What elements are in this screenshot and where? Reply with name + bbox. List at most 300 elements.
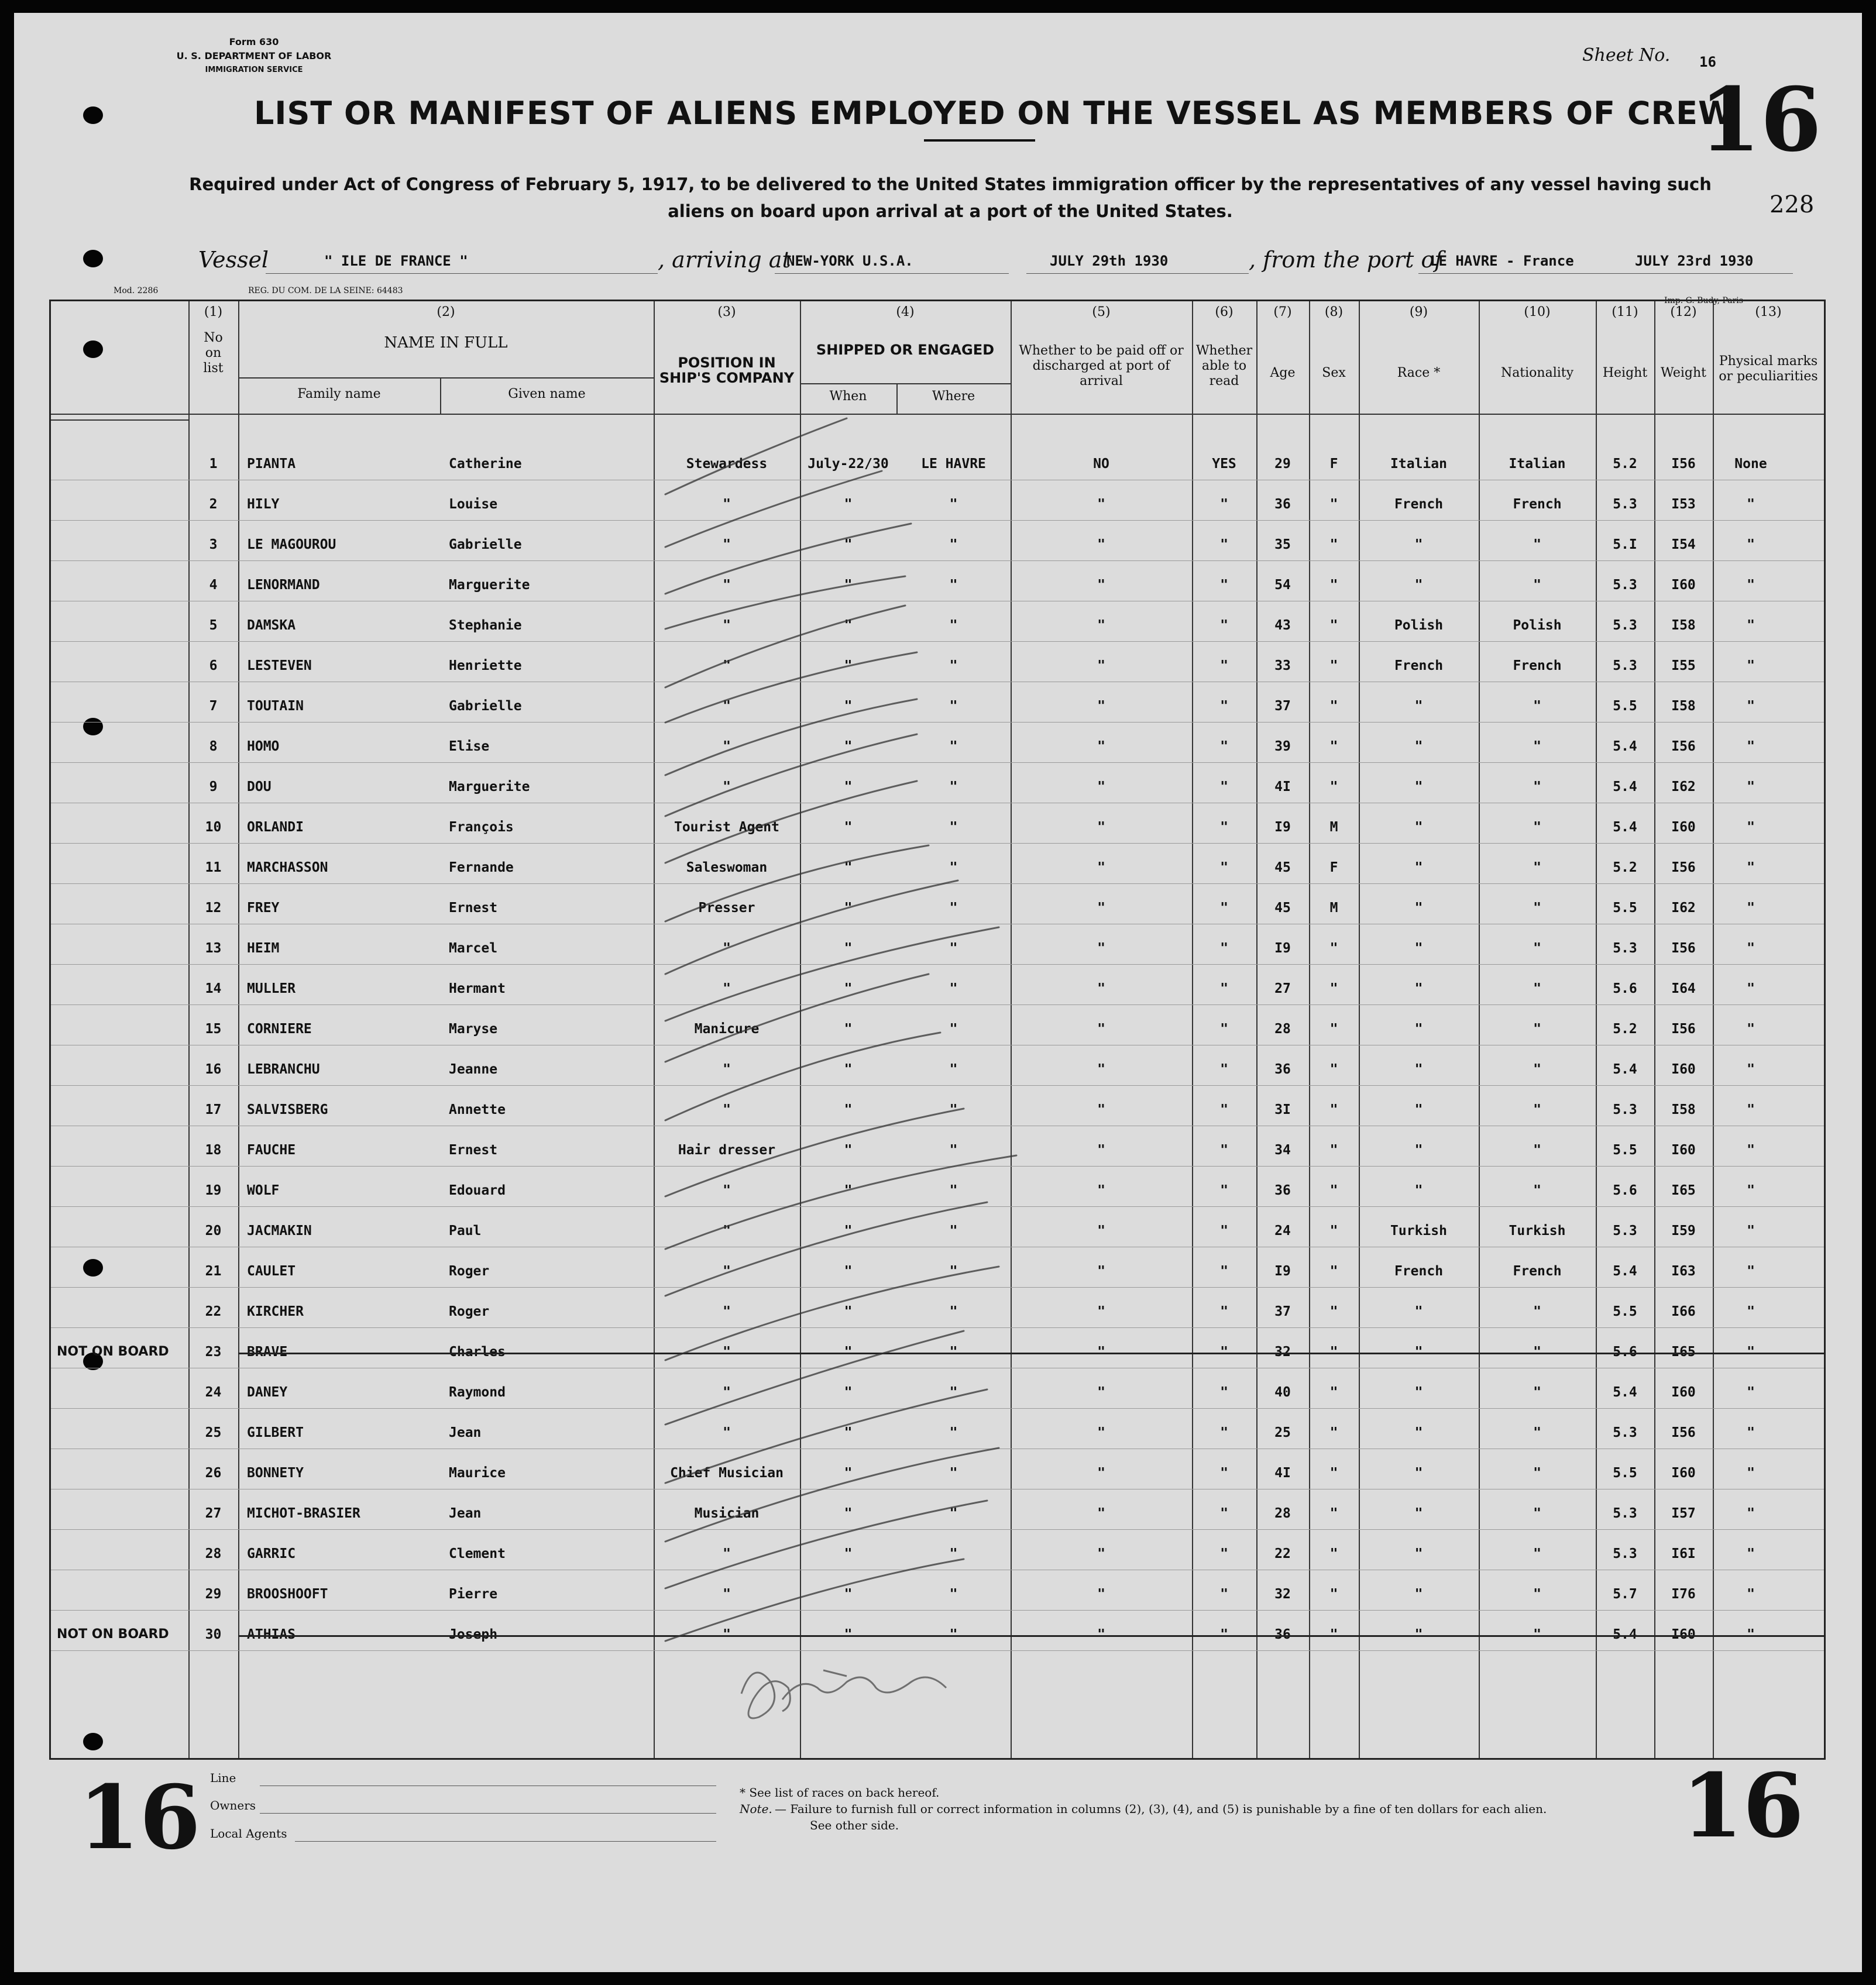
cell-paid: " (1097, 1143, 1105, 1158)
cell-paid: " (1097, 860, 1105, 875)
cell-position: " (723, 1183, 731, 1198)
cell-read: " (1220, 1021, 1228, 1037)
cell-weight: I56 (1671, 739, 1696, 754)
cell-race: " (1414, 1506, 1423, 1521)
cell-height: 5.5 (1613, 1143, 1637, 1158)
cell-nationality: " (1533, 577, 1541, 593)
cell-marks: " (1747, 1385, 1755, 1400)
cell-sex: " (1329, 739, 1338, 754)
cell-height: 5.3 (1613, 618, 1637, 633)
cell-sex: " (1329, 1344, 1338, 1360)
cell-age: 28 (1274, 1506, 1291, 1521)
cell-marks: " (1747, 1587, 1755, 1602)
cell-nationality: " (1533, 1344, 1541, 1360)
cell-nationality: " (1533, 1506, 1541, 1521)
cell-no: 9 (209, 779, 218, 794)
cell-family: LENORMAND (247, 577, 320, 593)
cell-when: " (844, 1021, 853, 1037)
cell-sex: " (1329, 1264, 1338, 1279)
cell-paid: " (1097, 577, 1105, 593)
departure-port: LE HAVRE - France (1430, 253, 1574, 269)
cell-marks: " (1747, 981, 1755, 996)
col8-number: (8) (1324, 305, 1344, 319)
cell-race: " (1414, 1627, 1423, 1642)
cell-given: Jean (449, 1425, 482, 1440)
cell-marks: " (1747, 1425, 1755, 1440)
cell-given: Jean (449, 1506, 482, 1521)
cell-sex: " (1329, 1062, 1338, 1077)
cell-race: " (1414, 1385, 1423, 1400)
port-underline (1418, 273, 1793, 274)
cell-read: " (1220, 1385, 1228, 1400)
cell-race: French (1394, 1264, 1444, 1279)
cell-race: " (1414, 1344, 1423, 1360)
cell-age: 36 (1274, 1183, 1291, 1198)
cell-no: 7 (209, 699, 218, 714)
cell-given: Roger (449, 1304, 490, 1319)
cell-where: " (949, 1425, 958, 1440)
cell-nationality: " (1533, 860, 1541, 875)
cell-no: 29 (205, 1587, 222, 1602)
cell-marks: " (1747, 779, 1755, 794)
manifest-sheet (14, 13, 1862, 1972)
col8-header: Sex (1322, 366, 1346, 380)
cell-position: " (723, 1385, 731, 1400)
arrival-date: JULY 29th 1930 (1050, 253, 1169, 269)
cell-when: July-22/30 (808, 456, 889, 472)
cell-given: Gabrielle (449, 537, 522, 552)
cell-age: 43 (1274, 618, 1291, 633)
sheet-number: 16 (1699, 54, 1716, 70)
cell-read: " (1220, 779, 1228, 794)
cell-no: 26 (205, 1465, 222, 1481)
cell-weight: I56 (1671, 860, 1696, 875)
cell-marks: " (1747, 1465, 1755, 1481)
cell-nationality: " (1533, 1304, 1541, 1319)
cell-weight: I63 (1671, 1264, 1696, 1279)
cell-position: " (723, 739, 731, 754)
cell-nationality: " (1533, 739, 1541, 754)
cell-position: " (723, 941, 731, 956)
cell-marks: " (1747, 1062, 1755, 1077)
cell-no: 14 (205, 981, 222, 996)
inspector-signature (741, 1670, 946, 1718)
cell-height: 5.5 (1613, 1304, 1637, 1319)
cell-position: " (723, 1344, 731, 1360)
col9-header: Race * (1397, 366, 1441, 380)
cell-height: 5.5 (1613, 1465, 1637, 1481)
cell-age: 4I (1274, 1465, 1291, 1481)
cell-when: " (844, 779, 853, 794)
cell-nationality: " (1533, 1465, 1541, 1481)
cell-race: Turkish (1390, 1223, 1447, 1239)
cell-height: 5.4 (1613, 779, 1637, 794)
cell-age: 45 (1274, 860, 1291, 875)
col2-given-header: Given name (508, 387, 586, 401)
cell-where: " (949, 1304, 958, 1319)
cell-race: " (1414, 1465, 1423, 1481)
cell-race: " (1414, 537, 1423, 552)
cell-family: HOMO (247, 739, 280, 754)
page-number: 228 (1770, 191, 1815, 218)
cell-position: " (723, 1546, 731, 1561)
cell-given: Henriette (449, 658, 522, 673)
cell-paid: " (1097, 658, 1105, 673)
cell-family: WOLF (247, 1183, 280, 1198)
cell-where: " (949, 1344, 958, 1360)
cell-race: " (1414, 981, 1423, 996)
cell-paid: " (1097, 1587, 1105, 1602)
cell-sex: " (1329, 1506, 1338, 1521)
cell-paid: " (1097, 739, 1105, 754)
owners-label: Owners (210, 1798, 256, 1812)
cell-age: 3I (1274, 1102, 1291, 1117)
cell-nationality: " (1533, 779, 1541, 794)
vessel-underline (266, 273, 658, 274)
cell-weight: I56 (1671, 941, 1696, 956)
cell-weight: I66 (1671, 1304, 1696, 1319)
cell-weight: I56 (1671, 456, 1696, 472)
cell-where: " (949, 981, 958, 996)
cell-height: 5.3 (1613, 1506, 1637, 1521)
manifest-subtitle: Required under Act of Congress of February 5, 1917, to be delivered to the United States immigration officer by the representatives of any vessel having such aliens on board upon arrival at a port of the United States. (189, 174, 1712, 221)
cell-sex: " (1329, 1425, 1338, 1440)
cell-weight: I65 (1671, 1183, 1696, 1198)
cell-when: " (844, 1587, 853, 1602)
cell-paid: " (1097, 1264, 1105, 1279)
cell-marks: " (1747, 618, 1755, 633)
cell-sex: " (1329, 577, 1338, 593)
cell-race: " (1414, 941, 1423, 956)
cell-given: Marcel (449, 941, 498, 956)
cell-read: " (1220, 1344, 1228, 1360)
cell-paid: " (1097, 981, 1105, 996)
cell-marks: " (1747, 860, 1755, 875)
cell-read: " (1220, 941, 1228, 956)
cell-position: " (723, 1102, 731, 1117)
cell-no: 30 (205, 1627, 222, 1642)
cell-family: MULLER (247, 981, 296, 996)
cell-paid: " (1097, 1385, 1105, 1400)
line-label: Line (210, 1771, 236, 1785)
cell-nationality: " (1533, 1425, 1541, 1440)
cell-sex: M (1329, 820, 1338, 835)
cell-age: 4I (1274, 779, 1291, 794)
cell-given: Hermant (449, 981, 506, 996)
cell-read: " (1220, 900, 1228, 916)
cell-read: " (1220, 981, 1228, 996)
cell-weight: I53 (1671, 497, 1696, 512)
cell-no: 27 (205, 1506, 222, 1521)
cell-when: " (844, 1264, 853, 1279)
cell-position: Stewardess (686, 456, 768, 472)
cell-marks: " (1747, 820, 1755, 835)
cell-when: " (844, 1385, 853, 1400)
cell-no: 1 (209, 456, 218, 472)
cell-age: 40 (1274, 1385, 1291, 1400)
cell-race: " (1414, 860, 1423, 875)
cell-position: " (723, 1264, 731, 1279)
cell-height: 5.4 (1613, 1385, 1637, 1400)
cell-weight: I60 (1671, 577, 1696, 593)
cell-no: 6 (209, 658, 218, 673)
cell-race: " (1414, 699, 1423, 714)
cell-given: Edouard (449, 1183, 506, 1198)
cell-race: " (1414, 779, 1423, 794)
cell-sex: " (1329, 1021, 1338, 1037)
cell-marks: " (1747, 577, 1755, 593)
cell-sex: " (1329, 658, 1338, 673)
cell-read: " (1220, 860, 1228, 875)
arriving-label: , arriving at (658, 247, 791, 273)
cell-read: " (1220, 1223, 1228, 1239)
cell-where: " (949, 537, 958, 552)
col6-number: (6) (1215, 305, 1234, 319)
cell-given: Clement (449, 1546, 506, 1561)
cell-race: " (1414, 900, 1423, 916)
cell-race: French (1394, 658, 1444, 673)
cell-when: " (844, 537, 853, 552)
cell-family: LESTEVEN (247, 658, 312, 673)
cell-given: Maryse (449, 1021, 498, 1037)
cell-marks: " (1747, 1546, 1755, 1561)
cell-sex: " (1329, 699, 1338, 714)
cell-read: " (1220, 1102, 1228, 1117)
cell-race: Italian (1390, 456, 1447, 472)
cell-weight: I59 (1671, 1223, 1696, 1239)
cell-given: Jeanne (449, 1062, 498, 1077)
cell-where: " (949, 1546, 958, 1561)
cell-race: " (1414, 1183, 1423, 1198)
cell-given: Joseph (449, 1627, 498, 1642)
cell-no: 8 (209, 739, 218, 754)
cell-family: DOU (247, 779, 272, 794)
cell-read: " (1220, 1506, 1228, 1521)
cell-nationality: " (1533, 1021, 1541, 1037)
cell-paid: " (1097, 900, 1105, 916)
col3-number: (3) (717, 305, 736, 319)
col10-number: (10) (1524, 305, 1551, 319)
cell-age: 36 (1274, 497, 1291, 512)
mod-number: Mod. 2286 (114, 286, 159, 295)
cell-nationality: French (1513, 658, 1562, 673)
cell-read: " (1220, 1304, 1228, 1319)
cell-sex: " (1329, 497, 1338, 512)
cell-where: " (949, 1506, 958, 1521)
cell-race: " (1414, 1304, 1423, 1319)
col4-where-header: Where (932, 389, 975, 404)
col11-number: (11) (1612, 305, 1638, 319)
cell-sex: " (1329, 1546, 1338, 1561)
cell-read: " (1220, 497, 1228, 512)
cell-no: 18 (205, 1143, 222, 1158)
form-number: Form 630 (229, 36, 279, 47)
cell-sex: " (1329, 1102, 1338, 1117)
col13-number: (13) (1755, 305, 1782, 319)
cell-marks: " (1747, 1143, 1755, 1158)
cell-family: FREY (247, 900, 280, 916)
cell-position: " (723, 537, 731, 552)
cell-weight: I57 (1671, 1506, 1696, 1521)
cell-age: 37 (1274, 1304, 1291, 1319)
cell-age: 29 (1274, 456, 1291, 472)
cell-weight: I60 (1671, 1385, 1696, 1400)
cell-weight: I60 (1671, 1143, 1696, 1158)
cell-weight: I76 (1671, 1587, 1696, 1602)
cell-marks: " (1747, 1627, 1755, 1642)
cell-position: " (723, 658, 731, 673)
cell-weight: I58 (1671, 1102, 1696, 1117)
cell-paid: " (1097, 1465, 1105, 1481)
cell-position: " (723, 1223, 731, 1239)
cell-when: " (844, 497, 853, 512)
cell-age: 33 (1274, 658, 1291, 673)
col12-header: Weight (1661, 366, 1706, 380)
cell-no: 3 (209, 537, 218, 552)
cell-where: " (949, 1143, 958, 1158)
cell-race: " (1414, 1425, 1423, 1440)
cell-family: CORNIERE (247, 1021, 312, 1037)
cell-where: " (949, 1264, 958, 1279)
cell-age: 28 (1274, 1021, 1291, 1037)
cell-nationality: " (1533, 1546, 1541, 1561)
cell-where: " (949, 1385, 958, 1400)
cell-height: 5.4 (1613, 1264, 1637, 1279)
cell-when: " (844, 1143, 853, 1158)
cell-paid: " (1097, 779, 1105, 794)
punch-hole (83, 106, 103, 124)
cell-given: Raymond (449, 1385, 506, 1400)
cell-when: " (844, 1546, 853, 1561)
cell-height: 5.3 (1613, 1546, 1637, 1561)
cell-height: 5.I (1613, 537, 1637, 552)
cell-marks: " (1747, 1021, 1755, 1037)
cell-no: 12 (205, 900, 222, 916)
cell-no: 22 (205, 1304, 222, 1319)
cell-height: 5.2 (1613, 456, 1637, 472)
cell-no: 28 (205, 1546, 222, 1561)
cell-marks: " (1747, 497, 1755, 512)
cell-where: " (949, 739, 958, 754)
cell-no: 24 (205, 1385, 222, 1400)
cell-when: " (844, 981, 853, 996)
cell-family: CAULET (247, 1264, 296, 1279)
cell-where: " (949, 860, 958, 875)
cell-paid: " (1097, 820, 1105, 835)
cell-marks: " (1747, 537, 1755, 552)
cell-position: Musician (694, 1506, 760, 1521)
cell-age: 34 (1274, 1143, 1291, 1158)
cell-weight: I56 (1671, 1021, 1696, 1037)
cell-family: HILY (247, 497, 280, 512)
cell-weight: I56 (1671, 1425, 1696, 1440)
cell-marks: " (1747, 1344, 1755, 1360)
cell-when: " (844, 1304, 853, 1319)
cell-when: " (844, 820, 853, 835)
cell-family: ORLANDI (247, 820, 304, 835)
col9-number: (9) (1409, 305, 1428, 319)
cell-weight: I58 (1671, 699, 1696, 714)
cell-family: KIRCHER (247, 1304, 304, 1319)
cell-age: 45 (1274, 900, 1291, 916)
sheet-number-stamp: 16 (1699, 68, 1822, 171)
cell-family: DANEY (247, 1385, 288, 1400)
cell-given: Roger (449, 1264, 490, 1279)
cell-where: " (949, 900, 958, 916)
cell-family: BONNETY (247, 1465, 304, 1481)
cell-family: FAUCHE (247, 1143, 296, 1158)
cell-where: " (949, 1062, 958, 1077)
cell-position: Hair dresser (678, 1143, 776, 1158)
cell-weight: I60 (1671, 1627, 1696, 1642)
cell-nationality: French (1513, 1264, 1562, 1279)
cell-age: 27 (1274, 981, 1291, 996)
cell-given: Louise (449, 497, 498, 512)
cell-no: 17 (205, 1102, 222, 1117)
cell-age: 37 (1274, 699, 1291, 714)
cell-given: Pierre (449, 1587, 498, 1602)
note-text: — Failure to furnish full or correct information in columns (2), (3), (4), and (5) is punishable by a fine of ten dollars for each alien. (775, 1802, 1547, 1816)
cell-where: " (949, 618, 958, 633)
cell-age: 32 (1274, 1344, 1291, 1360)
cell-height: 5.6 (1613, 1183, 1637, 1198)
cell-given: Charles (449, 1344, 506, 1360)
cell-nationality: Polish (1513, 618, 1562, 633)
cell-age: 22 (1274, 1546, 1291, 1561)
cell-nationality: " (1533, 1183, 1541, 1198)
cell-sex: " (1329, 537, 1338, 552)
note-label: Note. (740, 1802, 772, 1816)
cell-given: François (449, 820, 514, 835)
cell-when: " (844, 941, 853, 956)
cell-read: " (1220, 699, 1228, 714)
cell-paid: " (1097, 941, 1105, 956)
cell-marks: " (1747, 658, 1755, 673)
cell-paid: " (1097, 1223, 1105, 1239)
cell-height: 5.3 (1613, 577, 1637, 593)
cell-nationality: " (1533, 900, 1541, 916)
cell-when: " (844, 1627, 853, 1642)
cell-read: " (1220, 1264, 1228, 1279)
cell-position: " (723, 577, 731, 593)
col13-header: Physical marks or peculiarities (1719, 354, 1818, 384)
cell-when: " (844, 1062, 853, 1077)
agents-underline (295, 1841, 716, 1842)
cell-weight: I60 (1671, 820, 1696, 835)
cell-nationality: " (1533, 537, 1541, 552)
cell-where: " (949, 1102, 958, 1117)
manifest-title: LIST OR MANIFEST OF ALIENS EMPLOYED ON THE VESSEL AS MEMBERS OF CREW (254, 95, 1734, 132)
cell-sex: F (1329, 860, 1338, 875)
cell-where: LE HAVRE (921, 456, 986, 472)
cell-sex: F (1329, 456, 1338, 472)
cell-marks: " (1747, 1183, 1755, 1198)
cell-given: Ernest (449, 900, 498, 916)
cell-marks: " (1747, 1223, 1755, 1239)
cell-weight: I58 (1671, 618, 1696, 633)
cell-when: " (844, 1183, 853, 1198)
cell-sex: " (1329, 1627, 1338, 1642)
cell-read: " (1220, 1627, 1228, 1642)
cell-family: HEIM (247, 941, 280, 956)
cell-paid: " (1097, 1304, 1105, 1319)
cell-age: I9 (1274, 820, 1291, 835)
cell-when: " (844, 618, 853, 633)
cell-height: 5.3 (1613, 1223, 1637, 1239)
title-underline (924, 139, 1035, 142)
crew-manifest-table (49, 300, 1826, 1760)
cell-height: 5.5 (1613, 699, 1637, 714)
